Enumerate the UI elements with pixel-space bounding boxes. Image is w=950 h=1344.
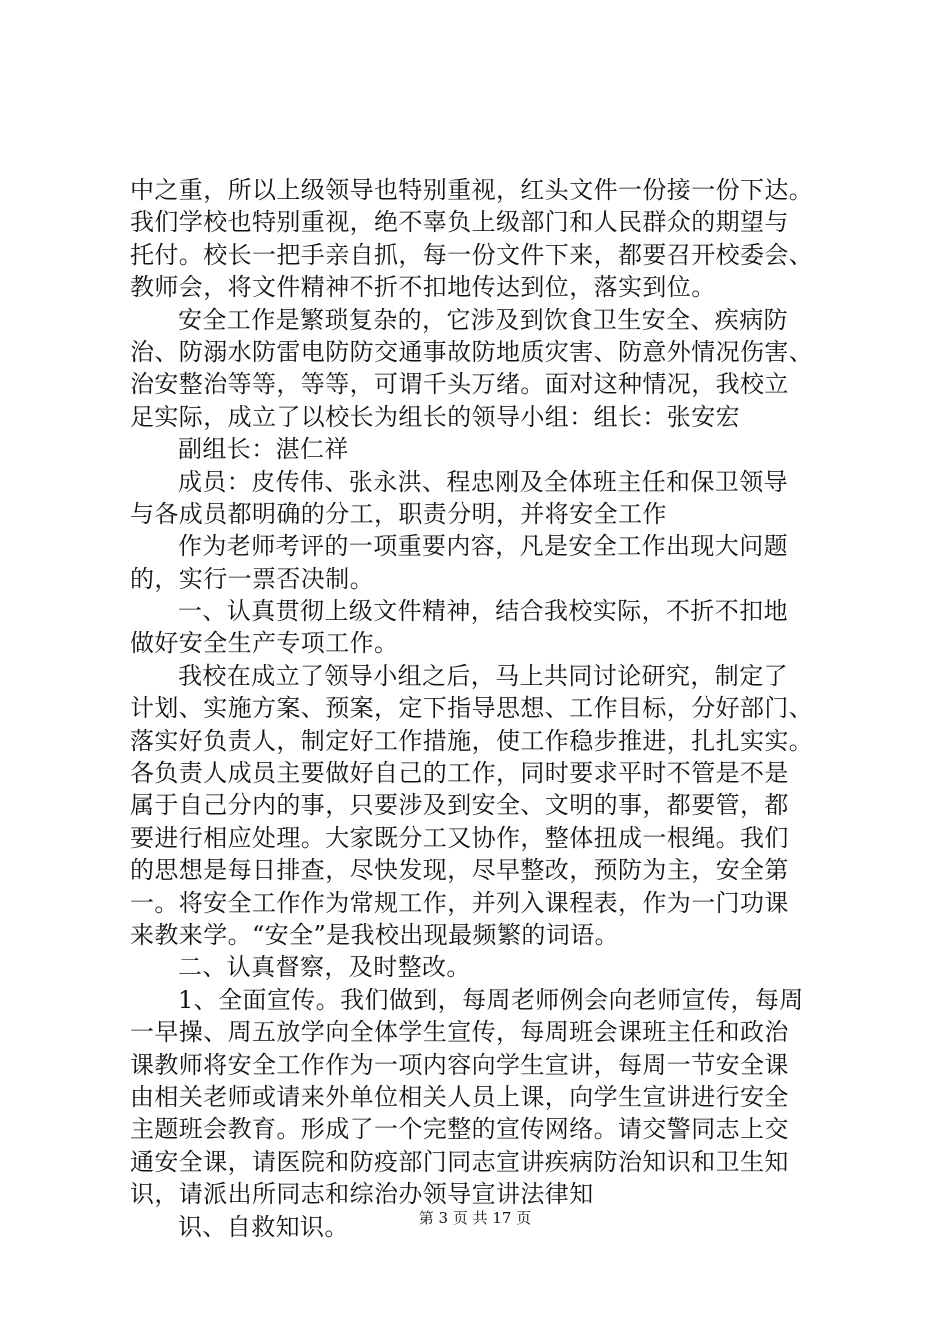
text-line: 足实际，成立了以校长为组长的领导小组：组长：张安宏: [130, 402, 740, 431]
text-line: 中之重，所以上级领导也特别重视，红头文件一份接一份下达。: [130, 176, 814, 204]
text-line: 的，实行一票否决制。: [130, 564, 374, 593]
text-line: 托付。校长一把手亲自抓，每一份文件下来，都要召开校委会、: [130, 240, 814, 269]
document-body: [130, 174, 830, 1243]
text-line: 与各成员都明确的分工，职责分明，并将安全工作: [130, 499, 667, 528]
text-line: 作为老师考评的一项重要内容，凡是安全工作出现大问题: [178, 532, 788, 561]
text-line: 的思想是每日排查，尽快发现，尽早整改，预防为主，安全第: [130, 856, 789, 885]
text-line: 副组长：湛仁祥: [178, 435, 349, 464]
text-line: 我校在成立了领导小组之后，马上共同讨论研究，制定了: [178, 661, 788, 690]
text-line: 各负责人成员主要做好自己的工作，同时要求平时不管是不是: [130, 759, 789, 788]
text-line: 我们学校也特别重视，绝不辜负上级部门和人民群众的期望与: [130, 208, 789, 237]
text-line: 教师会，将文件精神不折不扣地传达到位，落实到位。: [130, 273, 716, 302]
text-line: 成员：皮传伟、张永洪、程忠刚及全体班主任和保卫领导: [178, 467, 788, 496]
text-line: 一。将安全工作作为常规工作，并列入课程表，作为一门功课: [130, 888, 789, 917]
text-line: 属于自己分内的事，只要涉及到安全、文明的事，都要管，都: [130, 791, 789, 820]
text-line: 要进行相应处理。大家既分工又协作，整体扭成一根绳。我们: [130, 823, 789, 852]
text-line: 做好安全生产专项工作。: [130, 629, 399, 658]
text-line: 计划、实施方案、预案，定下指导思想、工作目标，分好部门、: [130, 694, 814, 723]
text-line: 一早操、周五放学向全体学生宣传，每周班会课班主任和政治: [130, 1018, 789, 1047]
text-line: 通安全课，请医院和防疫部门同志宣讲疾病防治知识和卫生知: [130, 1147, 789, 1176]
text-line: 安全工作是繁琐复杂的，它涉及到饮食卫生安全、疾病防: [178, 305, 788, 334]
text-line: 来教来学。“安全”是我校出现最频繁的词语。: [130, 920, 619, 949]
text-line: 二、认真督察，及时整改。: [178, 953, 471, 982]
text-line: 1、全面宣传。我们做到，每周老师例会向老师宣传，每周: [178, 985, 804, 1014]
text-line: 识，请派出所同志和综治办领导宣讲法律知: [130, 1180, 594, 1209]
text-line: 治安整治等等，等等，可谓千头万绪。面对这种情况，我校立: [130, 370, 789, 399]
text-line: 一、认真贯彻上级文件精神，结合我校实际，不折不扣地: [178, 597, 788, 626]
text-line: 落实好负责人，制定好工作措施，使工作稳步推进，扎扎实实。: [130, 726, 814, 755]
text-line: 由相关老师或请来外单位相关人员上课，向学生宣讲进行安全: [130, 1082, 789, 1111]
page-footer: 第 3 页 共 17 页: [418, 1209, 532, 1227]
text-line: 治、防溺水防雷电防防交通事故防地质灾害、防意外情况伤害、: [130, 337, 814, 366]
text-line: 课教师将安全工作作为一项内容向学生宣讲，每周一节安全课: [130, 1050, 789, 1079]
text-line: 识、自救知识。: [178, 1212, 349, 1241]
text-line: 主题班会教育。形成了一个完整的宣传网络。请交警同志上交: [130, 1115, 789, 1144]
